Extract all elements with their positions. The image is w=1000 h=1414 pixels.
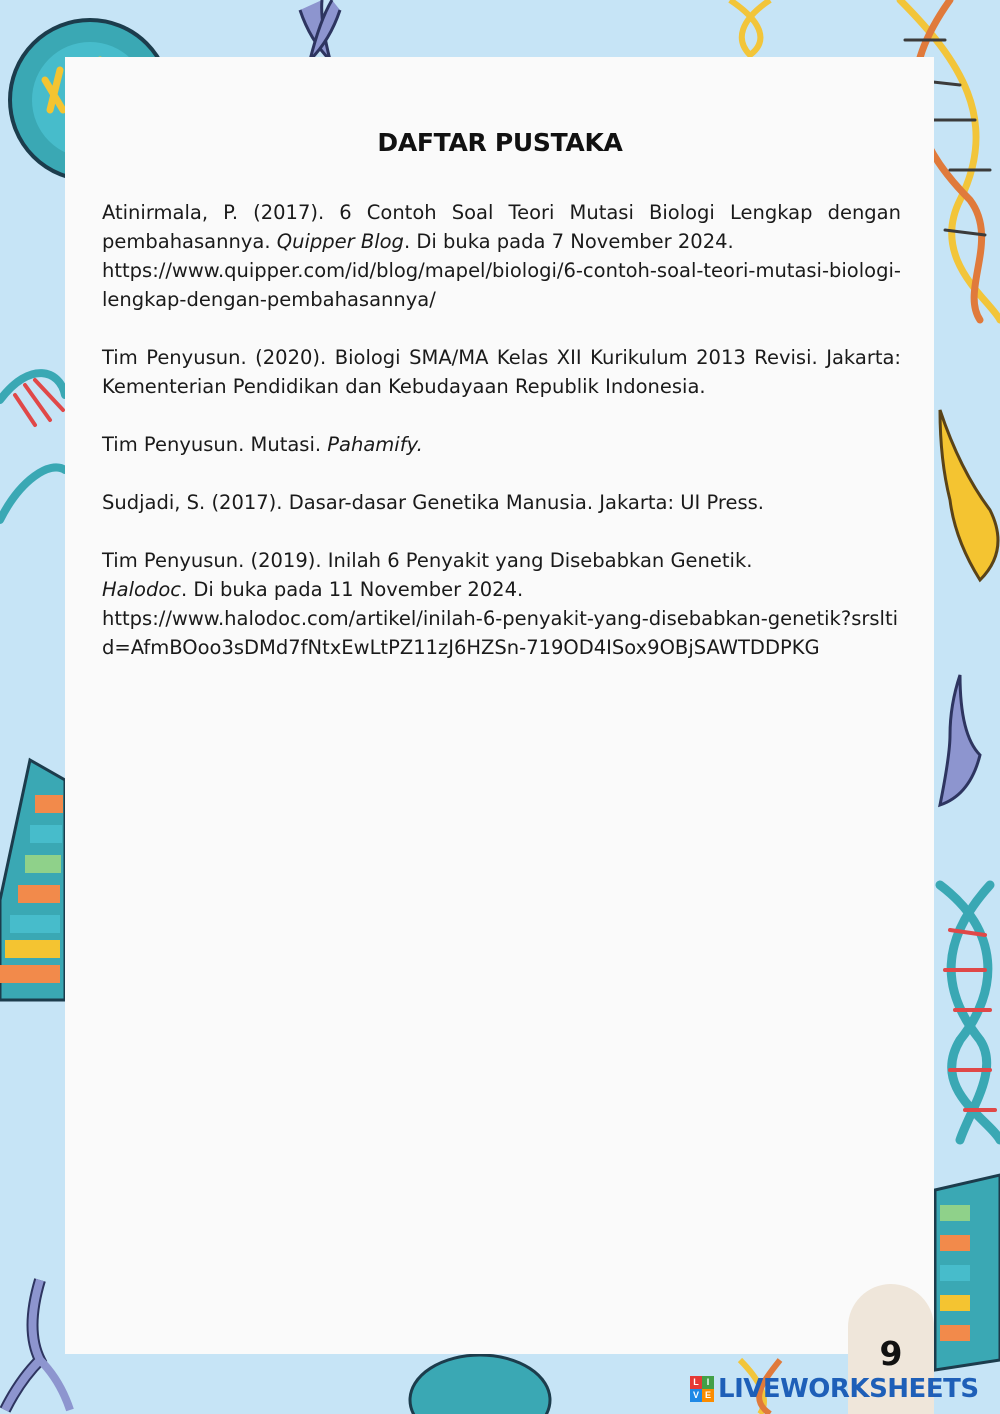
reference-source: Quipper Blog [276,230,404,253]
reference-text: Tim Penyusun. (2020). Biologi SMA/MA Kelas XII Kurikulum 2013 Revisi. Jakarta: Kementerian Pendidikan dan Kebudayaan Republik Indonesia. [102,346,901,398]
dna-helix-icon [940,885,1000,1140]
dna-ladder-icon [0,760,65,1000]
reference-entry [102,343,901,401]
reference-url: https://www.quipper.com/id/blog/mapel/biologi/6-contoh-soal-teori-mutasi-biologi-lengkap-dengan-pembahasannya/ [102,259,901,311]
reference-entry [102,198,901,314]
liveworksheets-logo-icon [690,1376,714,1402]
logo-letter: I [702,1376,714,1389]
reference-access-date: . Di buka pada 7 November 2024. [403,230,734,253]
reference-access-date: . Di buka pada 11 November 2024. [181,578,524,601]
cell-icon [410,1355,550,1414]
reference-entry [102,546,901,662]
chromosome-icon [940,675,980,805]
reference-source: Halodoc [102,578,181,601]
reference-source: Pahamify. [327,433,423,456]
reference-text: Tim Penyusun. Mutasi. [102,433,328,456]
chromosome-icon [300,0,340,60]
dna-helix-icon [730,0,770,55]
brand-name: LIVEWORKSHEETS [718,1374,979,1404]
reference-url: https://www.halodoc.com/artikel/inilah-6-penyakit-yang-disebabkan-genetik?srsltid=AfmBOoo3sDMd7fNtxEwLtPZ11zJ6HZSn-719OD4ISox9OBjSAWTDDPKG [102,607,899,659]
chromosome-icon [940,410,998,580]
page-title: DAFTAR PUSTAKA [377,128,623,157]
logo-letter: V [690,1389,702,1402]
reference-text: Atinirmala, P. (2017). 6 Contoh Soal Teori Mutasi Biologi Lengkap dengan pembahasannya. [102,201,901,253]
reference-entry [102,430,901,459]
reference-text: Tim Penyusun. (2019). Inilah 6 Penyakit yang Disebabkan Genetik. [102,549,753,572]
logo-letter: L [690,1376,702,1389]
liveworksheets-brand[interactable] [690,1372,979,1406]
reference-list [102,198,901,691]
chromosome-icon [5,1280,70,1410]
logo-letter: E [702,1389,714,1402]
reference-entry [102,488,901,517]
page-number: 9 [879,1334,903,1373]
dna-helix-icon [0,373,65,520]
dna-ladder-icon [935,1175,1000,1370]
reference-text: Sudjadi, S. (2017). Dasar-dasar Genetika Manusia. Jakarta: UI Press. [102,491,764,514]
